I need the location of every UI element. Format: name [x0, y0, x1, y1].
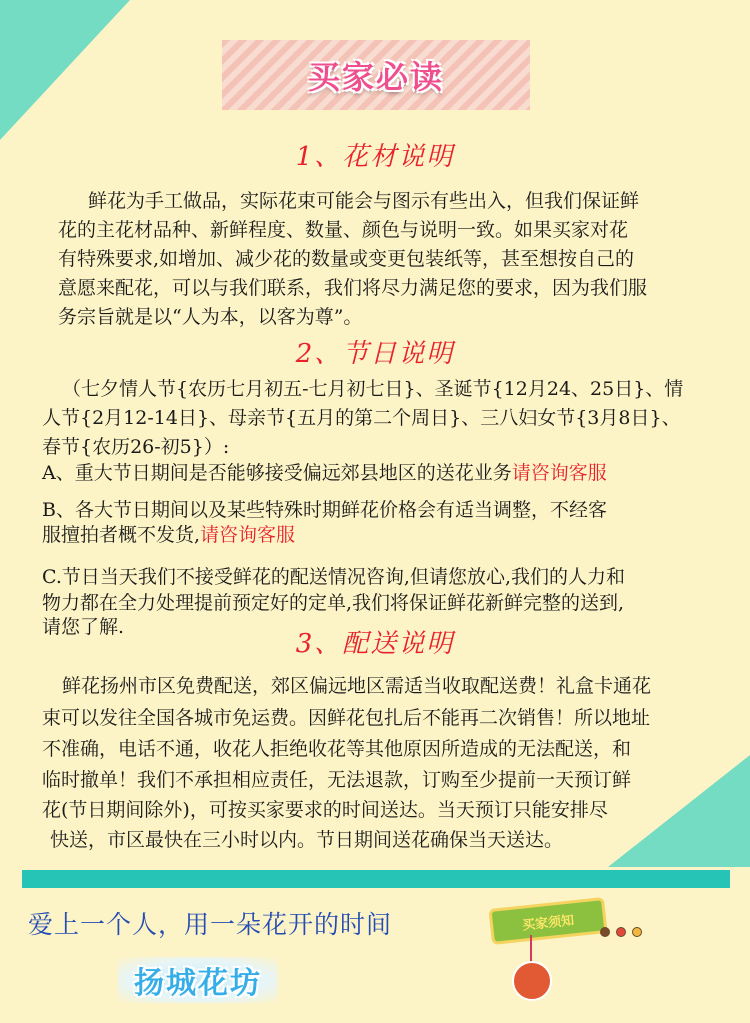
- holiday-intro-line: （七夕情人节{农历七月初五-七月初七日}、圣诞节{12月24、25日}、情: [62, 378, 684, 400]
- page-title: 买家必读: [307, 58, 444, 96]
- section1-line: 鲜花为手工做品，实际花束可能会与图示有些出入，但我们保证鲜: [88, 190, 640, 212]
- section3-line: 鲜花扬州市区免费配送，郊区偏远地区需适当收取配送费！礼盒卡通花: [62, 675, 652, 697]
- holiday-item-b-line: B、各大节日期间以及某些特殊时期鲜花价格会有适当调整，不经客: [42, 499, 607, 521]
- holiday-item-a-text: A、重大节日期间是否能够接受偏远郊县地区的送花业务: [42, 462, 512, 484]
- section-heading-holidays: 2、节日说明: [295, 339, 455, 369]
- buyer-notice-charm: [490, 895, 660, 1015]
- corner-triangle-top-left: [0, 0, 130, 140]
- section1-line: 有特殊要求,如增加、减少花的数量或变更包装纸等，甚至想按自己的: [58, 248, 635, 270]
- section3-line: 不准确，电话不通，收花人拒绝收花等其他原因所造成的无法配送，和: [42, 738, 632, 760]
- decorative-dots: [600, 927, 642, 937]
- footer-divider-strip: [22, 870, 730, 888]
- holiday-item-c-line: 请您了解.: [42, 616, 125, 638]
- section-heading-flower-materials: 1、花材说明: [295, 142, 455, 172]
- charm-label: 买家须知: [521, 912, 575, 934]
- holiday-item-c-line: 物力都在全力处理提前预定好的定单,我们将保证鲜花新鲜完整的送到,: [42, 592, 625, 614]
- section1-line: 花的主花材品种、新鲜程度、数量、颜色与说明一致。如果买家对花: [58, 219, 629, 241]
- title-banner: [222, 40, 530, 110]
- holiday-intro-line: 春节{农历26-初5}）:: [42, 436, 230, 458]
- consult-service-link[interactable]: 请咨询客服: [200, 524, 296, 546]
- section3-line: 束可以发往全国各城市免运费。因鲜花包扎后不能再二次销售！所以地址: [42, 707, 651, 729]
- section3-line: 花(节日期间除外)，可按买家要求的时间送达。当天预订只能安排尽: [42, 799, 608, 821]
- dot-icon: [600, 927, 610, 937]
- section1-line: 意愿来配花，可以与我们联系，我们将尽力满足您的要求，因为我们服: [58, 277, 648, 299]
- dot-icon: [632, 927, 642, 937]
- holiday-intro-line: 人节{2月12-14日}、母亲节{五月的第二个周日}、三八妇女节{3月8日}、: [42, 407, 681, 429]
- holiday-item-b-text: 服擅拍者概不发货,: [42, 524, 201, 546]
- holiday-item-a: [42, 459, 607, 488]
- section3-line: 临时撤单！我们不承担相应责任，无法退款，订购至少提前一天预订鲜: [42, 769, 632, 791]
- footer-slogan: 爱上一个人，用一朵花开的时间: [28, 910, 393, 939]
- dot-icon: [616, 927, 626, 937]
- section-heading-delivery: 3、配送说明: [295, 629, 455, 659]
- section1-line: 务宗旨就是以“人为本，以客为尊”。: [58, 306, 363, 328]
- section3-line: 快送，市区最快在三小时以内。节日期间送花确保当天送达。: [50, 829, 564, 851]
- consult-service-link[interactable]: 请咨询客服: [511, 462, 607, 484]
- holiday-item-c-line: C.节日当天我们不接受鲜花的配送情况咨询,但请您放心,我们的人力和: [42, 566, 625, 588]
- brand-name: 扬城花坊: [134, 966, 262, 1001]
- holiday-item-b-line: [42, 521, 295, 550]
- bear-icon: [512, 961, 552, 1001]
- charm-tag: [488, 897, 607, 945]
- charm-string: [530, 935, 532, 963]
- brand-logo: [118, 957, 278, 1003]
